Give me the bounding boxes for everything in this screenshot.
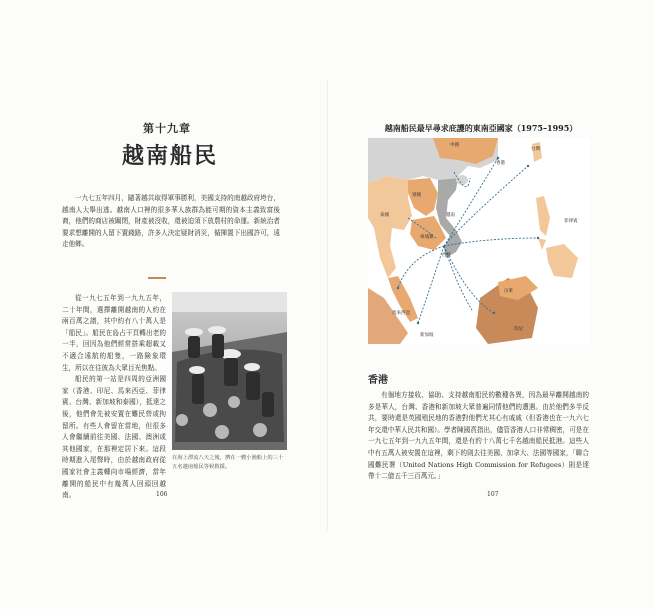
map-title: 越南船民最早尋求庇護的東南亞國家（1975–1995）	[384, 123, 578, 133]
map-label: 西貢	[442, 253, 451, 258]
page-number-left: 106	[156, 491, 168, 498]
map-label: 汶萊	[504, 289, 513, 294]
body-right: 有個地方接收、協助、支持越南船民的數種各異，因為最早離開越南的多是華人，台灣、香港和新加坡大眾普遍同情他們的遭遇。由於他們多半反共，要時還是英國殖民地的香港對他們尤其心有戚戚（但香港也在一九六七年交還中華人民共和國）。學者陳國賁指出，儘管香港人口非常稠密，可是在一九七五年到一九九五年間，還是有約十八萬七千名越南船民抵港。這些人中有五萬人被安置在這裡，剩下的則去往美國、加拿大、法國等國家，「聯合國難民署（United Nations High Commission for Refugees）則是達帶十二億五千三百萬元。」	[368, 391, 589, 481]
body-paragraph: 船民的第一站是四周的亞洲國家（香港、印尼、馬來西亞、菲律賓、台灣、新加坡和泰國），抵達之後，他們會先被安置在難民營或拘留所。有些人會留在當地，但很多人會繼續前往美國、法國、澳洲或其他國家，在那裡定居下來。這段時期進入尾聲時，由於越南政府從國家社會主義轉向市場經濟，當年離開的船民中有幾萬人回頭回越南。	[62, 375, 166, 500]
map-label: 越南	[446, 213, 455, 218]
page-number-right: 107	[487, 491, 499, 498]
map-label: 新加坡	[420, 333, 434, 338]
map-label: 泰國	[380, 213, 389, 218]
map-label: 台灣	[531, 147, 540, 152]
section-ornament	[148, 277, 166, 279]
section-title: 香港	[368, 375, 388, 386]
southeast-asia-map	[368, 138, 590, 344]
map-label: 香港	[496, 161, 505, 166]
photo-caption: 在海上漂流八天之後，擠在一艘小漁船上的三十五名越南船民等候救援。	[172, 455, 284, 470]
map-label: 中國	[450, 143, 459, 148]
body-left	[62, 293, 166, 502]
map-label: 柬埔寨	[420, 235, 434, 240]
chapter-title: 越南船民	[121, 143, 218, 169]
map-label: 印尼	[514, 327, 523, 332]
gutter	[327, 80, 328, 530]
intro-paragraph: 一九七五年四月，隨著越共取得軍事勝利，美國支持的南越政府垮台，越南人大舉出逃。越南人口裡的很多華人族群為能可期的資本主義致富後裔，他們的商店被關閉，財產被沒收，還被迫須下放農村的命運。新統治者要求想離開的人留下置錢路，許多人決定疑財消災，循揮置下出國許可，遠走他鄉。	[62, 194, 280, 249]
map-label: 馬來西亞	[392, 311, 410, 316]
map-label: 菲律賓	[564, 219, 578, 224]
map-label: 寮國	[412, 193, 421, 198]
chapter-number: 第十九章	[143, 122, 191, 135]
boat-people-photo	[172, 292, 287, 450]
body-paragraph: 從一九七五年到一九九五年，二十年間，選擇離開越南的人約在兩百萬之譜，其中約有八十萬人是「船民」。船民在島占干頁轉出老的一半，回因為他們經常搭乘超載又不適合遠航的船隻，一路險象環生，所以在往彼為大眾目光焦點。	[62, 294, 166, 372]
